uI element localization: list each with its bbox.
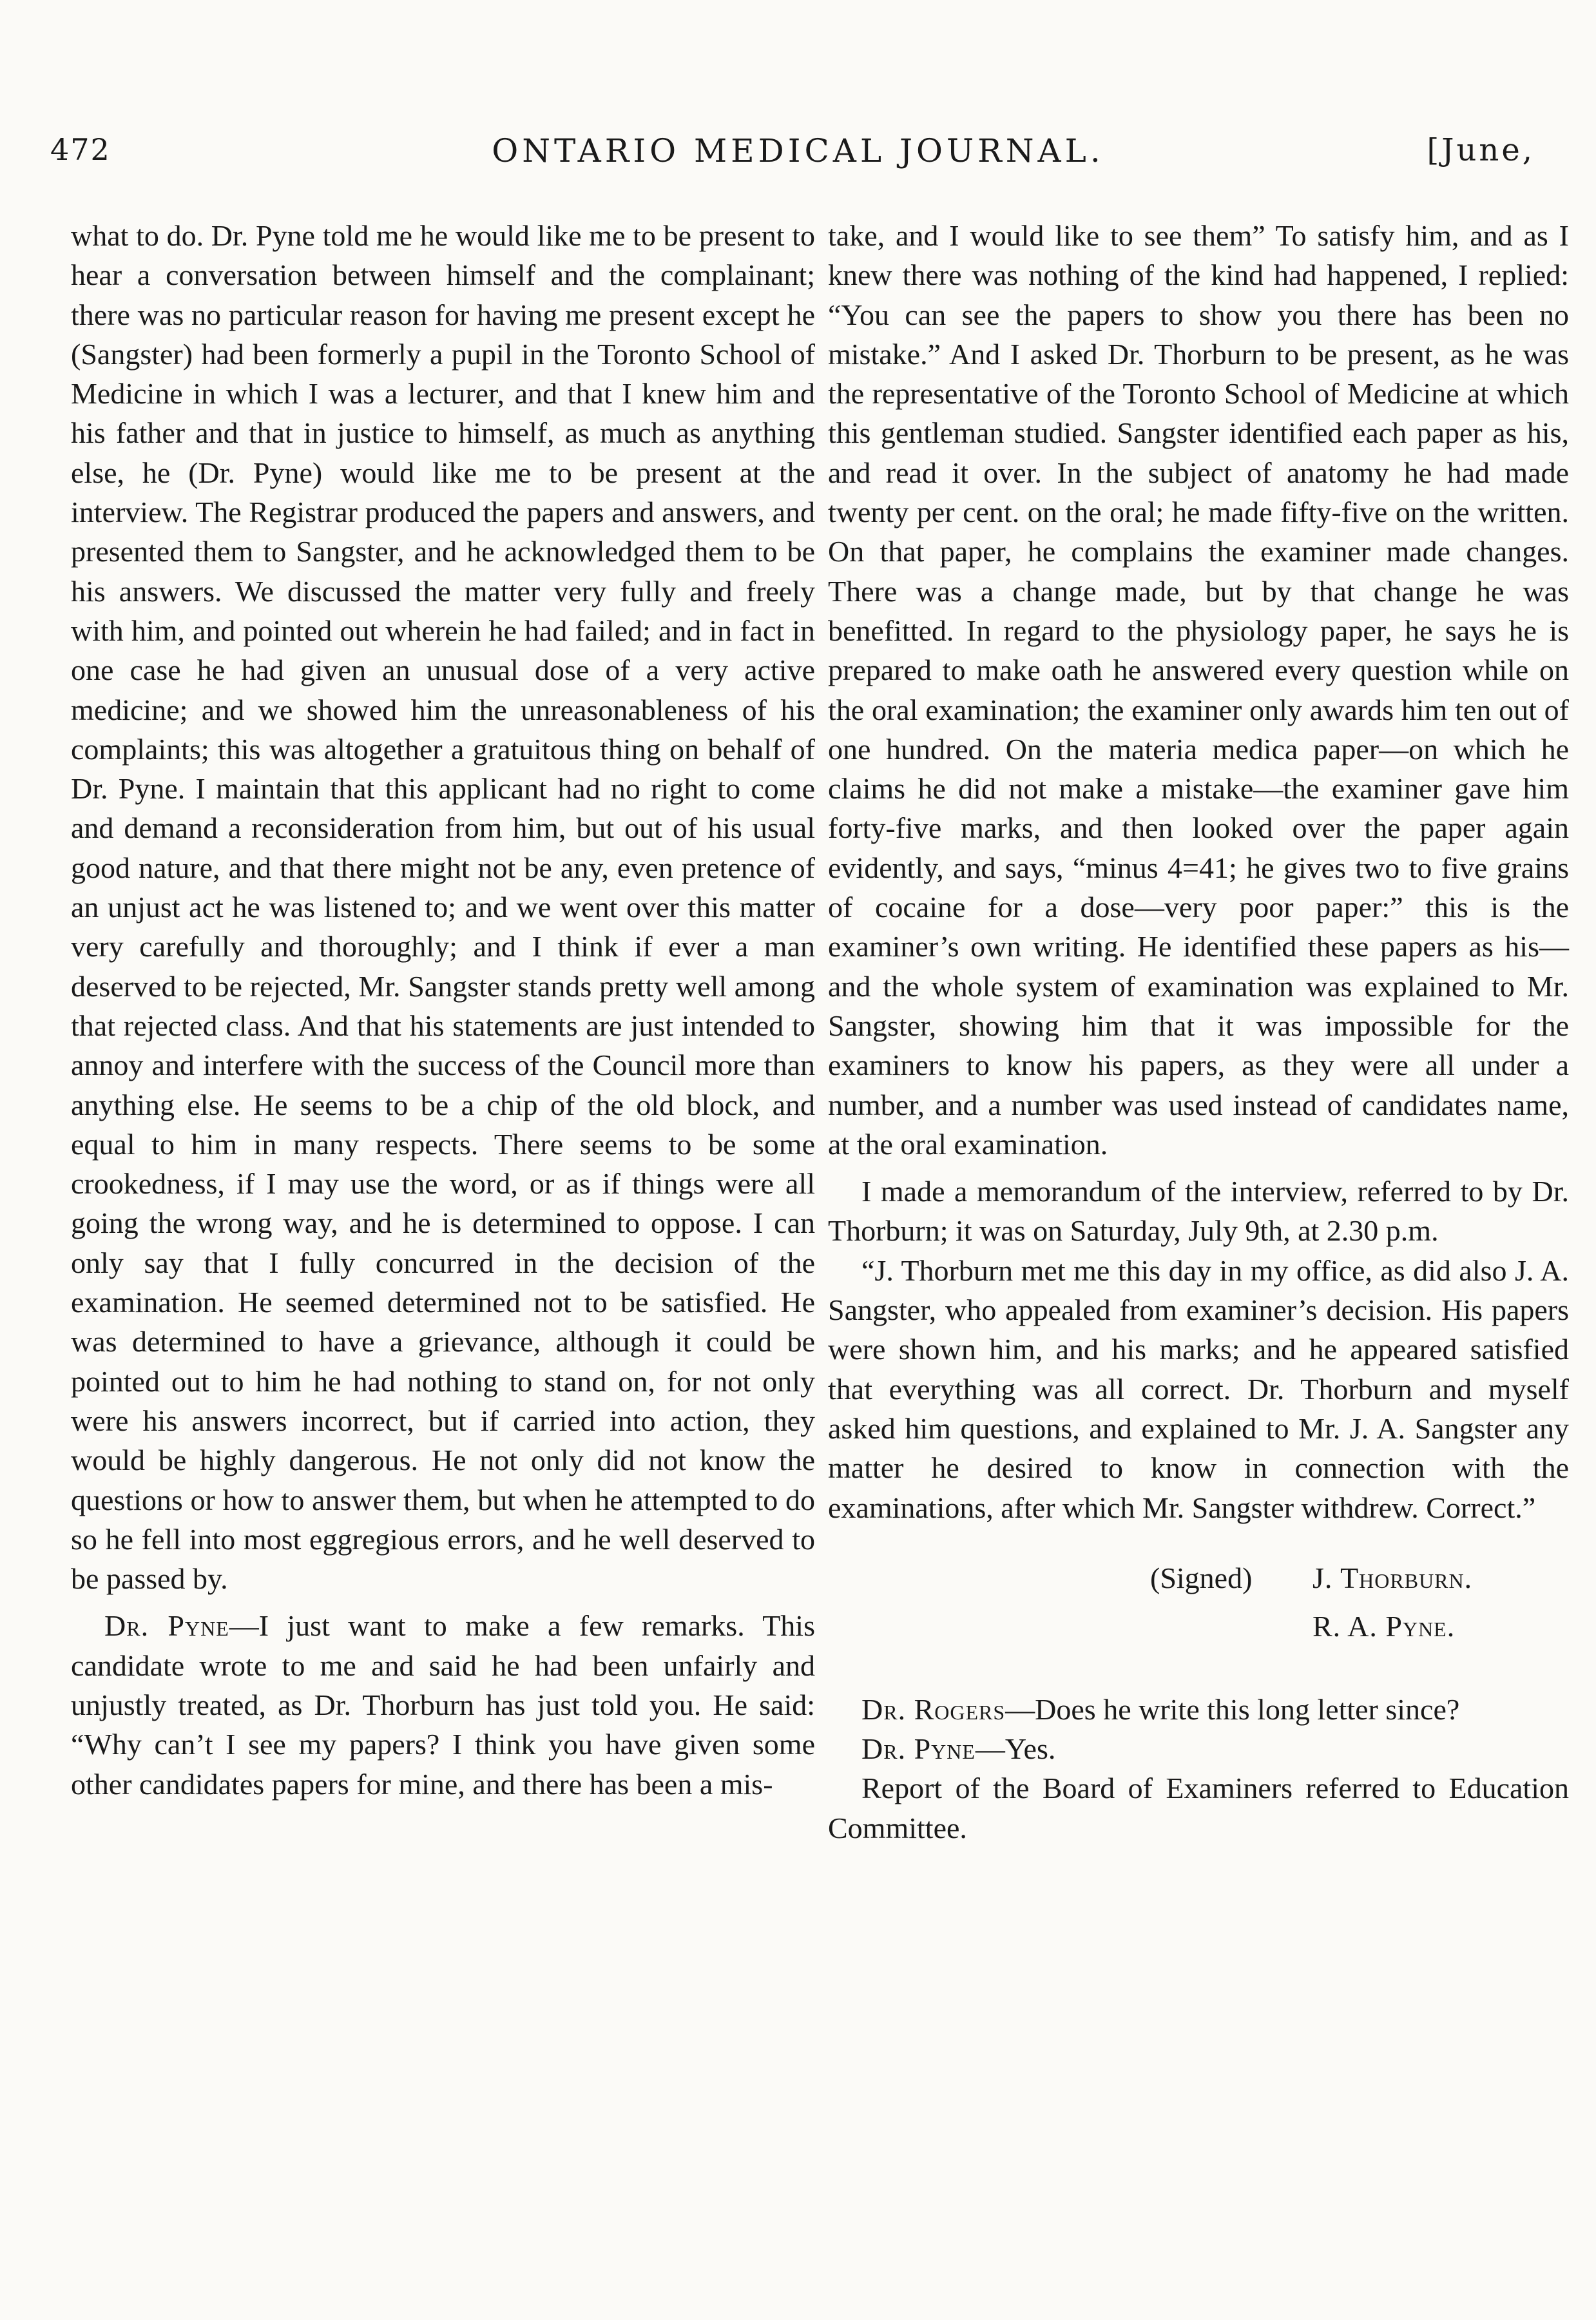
speech-text: —I just want to make a few remarks. This candidate wrote to me and said he had been unfairly and unjustly treated, as Dr. Thorburn has just told you. He said: “Why can’t I see my papers? I think you have given some other candidates papers for mine, and there has been a mis- (71, 1609, 815, 1801)
speech-text: —Does he write this long letter since? (1005, 1692, 1460, 1726)
speaker-name: Dr. Rogers (861, 1692, 1006, 1726)
paragraph: I made a memorandum of the interview, referred to by Dr. Thorburn; it was on Saturday, July 9th, at 2.30 p.m. (828, 1175, 1569, 1248)
paragraph: “J. Thorburn met me this day in my office, as did also J. A. Sangster, who appealed from examiner’s decision. His papers were shown him, and his marks; and he appeared satisfied that everything was all correct. Dr. Thorburn and myself asked him questions, and explained to Mr. J. A. Sangster any matter he desired to know in connection with the examinations, after which Mr. Sangster withdrew. Correct.” (828, 1253, 1569, 1524)
paragraph (71, 1606, 815, 1803)
paragraph: Report of the Board of Examiners referred to Education Committee. (828, 1772, 1569, 1844)
paragraph (828, 1690, 1569, 1729)
paragraph (828, 1729, 1569, 1768)
right-column (828, 216, 1569, 1848)
page-number: 472 (50, 132, 111, 167)
paragraph: what to do. Dr. Pyne told me he would like me to be present to hear a conversation between himself and the complainant; there was no particular reason for having me present except he (Sangster) had been formerly a pupil in the Toronto School of Medicine in which I was a lecturer, and that I knew him and his father and that in justice to himself, as much as anything else, he (Dr. Pyne) would like me to be present at the interview. The Registrar produced the papers and answers, and presented them to Sangster, and he acknowledged them to be his answers. We discussed the matter very fully and freely with him, and pointed out wherein he had failed; and in fact in one case he had given an unusual dose of a very active medicine; and we showed him the unreasonableness of his complaints; this was altogether a gratuitous thing on behalf of Dr. Pyne. I maintain that this applicant had no right to come and demand a reconsideration from him, but out of his usual good nature, and that there might not be any, even pretence of an unjust act he was listened to; and we went over this matter very carefully and thoroughly; and I think if ever a man deserved to be rejected, Mr. Sangster stands pretty well among that rejected class. And that his statements are just intended to annoy and interfere with the success of the Council more than anything else. He seems to be a chip of the old block, and equal to him in many respects. There seems to be some crookedness, if I may use the word, or as if things were all going the wrong way, and he is determined to oppose. I can only say that I fully concurred in the decision of the examination. He seemed determined not to be satisfied. He was determined to have a grievance, although it could be pointed out to him he had nothing to stand on, for not only were his answers incorrect, but if carried into action, they would be highly dangerous. He not only did not know the questions or how to answer them, but when he attempted to do so he fell into most eggregious errors, and he well deserved to be passed by. (71, 219, 815, 1596)
running-month: [June, (1427, 132, 1535, 168)
signed-label: (Signed) (1150, 1561, 1253, 1594)
signature-block (828, 1558, 1569, 1655)
paragraph: take, and I would like to see them” To satisfy him, and as I knew there was nothing of the kind had happened, I replied: “You can see the papers to show you there has been no mistake.” And I asked Dr. Thorburn to be present, as he was the representative of the Toronto School of Medicine at which this gentleman studied. Sangster identified each paper as his, and read it over. In the subject of anatomy he had made twenty per cent. on the oral; he made fifty-five on the written. On that paper, he complains the examiner made changes. There was a change made, but by that change he was benefitted. In regard to the physiology paper, he says he is prepared to make oath he answered every question while on the oral examination; the examiner only awards him ten out of one hundred. On the materia medica paper—on which he claims he did not make a mistake—the examiner gave him forty-five marks, and then looked over the paper again evidently, and says, “minus 4=41; he gives two to five grains of cocaine for a dose—very poor paper:” this is the examiner’s own writing. He identified these papers as his—and the whole system of examination was explained to Mr. Sangster, showing him that it was impossible for the examiners to know his papers, as they were all under a number, and a number was used instead of candidates name, at the oral examination. (828, 219, 1569, 1161)
running-title: ONTARIO MEDICAL JOURNAL. (492, 132, 1104, 169)
signatory-name: J. Thorburn. (1312, 1561, 1473, 1594)
left-column (71, 216, 815, 1804)
speaker-name: Dr. Pyne (861, 1732, 976, 1766)
signatory-name: R. A. Pyne. (1312, 1609, 1456, 1643)
running-header (0, 132, 1596, 190)
speech-text: —Yes. (975, 1732, 1056, 1766)
speaker-name: Dr. Pyne (104, 1609, 229, 1643)
